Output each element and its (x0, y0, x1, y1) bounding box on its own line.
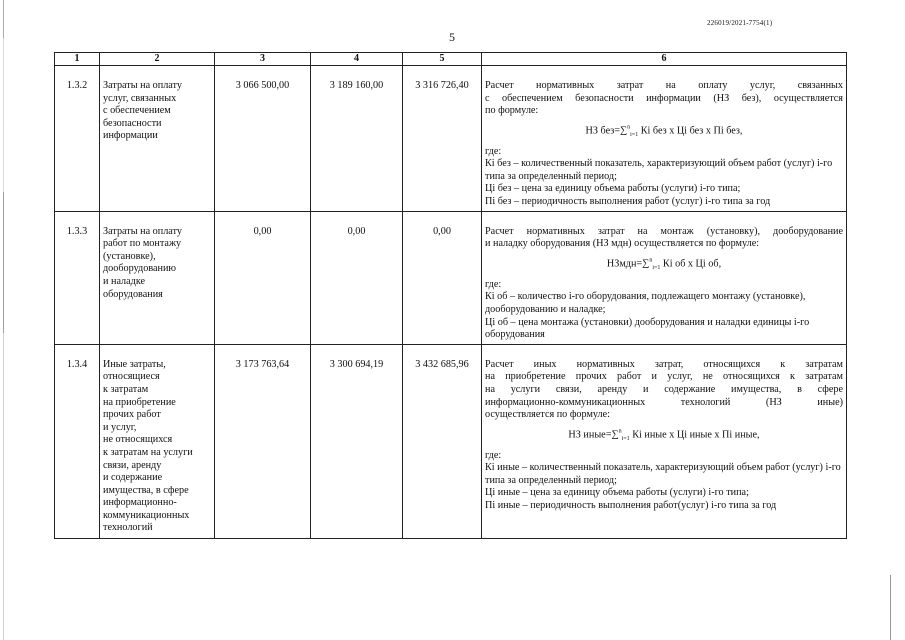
amount-cell (311, 211, 403, 344)
calculation-description (482, 344, 847, 538)
where-label: где: (485, 449, 502, 461)
formula-left: НЗ без= (585, 125, 620, 137)
amount-cell (311, 66, 403, 212)
page-number: 5 (449, 30, 455, 44)
item-code: 1.3.3 (66, 225, 88, 237)
item-name-line: к затратам на услуги (103, 446, 193, 458)
item-name-line: информационно- (103, 497, 177, 509)
column-header: 3 (215, 53, 311, 66)
amount-year-2: 0,00 (347, 225, 366, 237)
amount-year-1: 3 173 763,64 (235, 358, 290, 370)
item-name-line: безопасности (103, 117, 162, 129)
amount-year-3: 3 432 685,96 (415, 358, 469, 370)
sum-upper-limit: n (649, 257, 653, 264)
definition-line: Пi иные – периодичность выполнения работ(услуг) i-го типа за год (485, 500, 777, 512)
amount-year-1: 3 066 500,00 (235, 80, 290, 91)
item-name-line: оборудования (103, 288, 163, 300)
item-name-line: услуг, связанных (103, 92, 177, 104)
item-name-line: технологий (103, 522, 153, 534)
where-label: где: (485, 278, 502, 290)
item-name-line: Иные затраты, (103, 358, 166, 370)
item-name-line: с обеспечением (103, 105, 171, 117)
sum-sign: ∑ (620, 125, 628, 137)
item-name-line: не относящихся (103, 434, 173, 446)
sum-upper-limit: n (627, 124, 631, 131)
amount-year-2: 3 300 694,19 (329, 358, 384, 370)
item-name-line: работ по монтажу (103, 238, 182, 250)
amount-year-2: 3 189 160,00 (329, 80, 384, 91)
sum-lower-limit: i=1 (630, 132, 639, 139)
item-code: 1.3.2 (66, 80, 88, 91)
item-name-line: (установке), (103, 250, 156, 262)
column-header: 6 (482, 53, 847, 66)
sum-upper-limit: n (618, 428, 622, 435)
where-label: где: (485, 145, 502, 157)
sum-symbol (611, 428, 630, 443)
item-name-line: и наладке (103, 276, 146, 288)
cost-table (54, 52, 847, 539)
item-name-line: относящиеся (103, 371, 160, 383)
amount-cell (215, 66, 311, 212)
item-name-cell (100, 66, 215, 212)
amount-cell (311, 344, 403, 538)
description-line: на приобретение прочих работ и услуг, не относящихся к затратам (485, 371, 843, 383)
amount-year-3: 3 316 726,40 (415, 80, 469, 91)
description-line: с обеспечением безопасности информации (НЗ без), осуществляется (485, 92, 843, 104)
item-name-cell (100, 344, 215, 538)
amount-cell (215, 344, 311, 538)
item-name-line: информации (103, 130, 158, 142)
column-header: 1 (55, 53, 100, 66)
column-header: 4 (311, 53, 403, 66)
formula-left: НЗмдн= (606, 258, 643, 270)
formula-left: НЗ иные= (568, 429, 612, 441)
item-name-line: и содержание (103, 472, 163, 484)
description-line: Расчет иных нормативных затрат, относящихся к затратам (485, 358, 843, 370)
item-code-cell (55, 344, 100, 538)
description-line: осуществляется по формуле: (485, 409, 610, 421)
table-row (55, 66, 847, 212)
item-name-line: к затратам (103, 383, 149, 395)
item-name-line: имущества, в сфере (103, 484, 189, 496)
calculation-description (482, 66, 847, 212)
item-name-line: и услуг, (103, 421, 137, 433)
description-line: Расчет нормативных затрат на оплату услуг, связанных (485, 80, 843, 91)
definition-line: Цi иные – цена за единицу объема работы (услуги) i-го типа; (485, 487, 749, 499)
item-code-cell (55, 211, 100, 344)
item-name-line: прочих работ (103, 409, 161, 421)
table-row (55, 211, 847, 344)
sum-sign: ∑ (611, 429, 619, 441)
formula (485, 122, 843, 142)
definition-line: Кi иные – количественный показатель, характеризующий объем работ (услуг) i-го типа за определенный период; (485, 462, 841, 486)
formula (485, 426, 843, 446)
definition-line: Кi без – количественный показатель, характеризующий объем работ (услуг) i-го типа за определенный период; (485, 158, 833, 182)
item-name-line: коммуникационных (103, 509, 190, 521)
sum-lower-limit: i=1 (652, 265, 661, 272)
description-line: и наладку оборудования (НЗ мдн) осуществляется по формуле: (485, 238, 760, 250)
definition-line: Кi об – количество i-го оборудования, подлежащего монтажу (установке), дооборудованию и наладке; (485, 291, 806, 315)
definition-line: Цi без – цена за единицу объема работы (услуги) i-го типа; (485, 183, 741, 195)
definition-line: Пi без – периодичность выполнения работ (услуг) i-го типа за год (485, 196, 771, 208)
amount-year-1: 0,00 (253, 225, 272, 237)
item-name-line: на приобретение (103, 396, 176, 408)
formula-right: Кi без х Цi без х Пi без, (640, 125, 743, 137)
column-header: 5 (403, 53, 482, 66)
table-row (55, 344, 847, 538)
amount-cell (403, 211, 482, 344)
item-code: 1.3.4 (66, 358, 88, 370)
sum-symbol (620, 124, 639, 139)
item-name-line: дооборудованию (103, 263, 177, 275)
amount-cell (403, 66, 482, 212)
column-header: 2 (100, 53, 215, 66)
item-name-line: Затраты на оплату (103, 225, 182, 237)
formula (485, 255, 843, 275)
document-number: 226019/2021-7754(1) (707, 19, 773, 27)
table-header-row (55, 53, 847, 66)
scan-edge (3, 0, 4, 640)
description-line: Расчет нормативных затрат на монтаж (установку), дооборудование (485, 225, 843, 237)
amount-year-3: 0,00 (433, 225, 451, 237)
formula-right: Кi иные х Цi иные х Пi иные, (632, 429, 760, 441)
formula-right: Кi об х Цi об, (662, 258, 722, 270)
sum-sign: ∑ (642, 258, 650, 270)
item-name-line: связи, аренду (103, 459, 162, 471)
sum-symbol (642, 257, 661, 272)
item-name-cell (100, 211, 215, 344)
description-line: на услуги связи, аренду и содержание имущества, в сфере (485, 383, 843, 395)
scan-edge (890, 575, 891, 640)
description-line: информационно-коммуникационных технологий (НЗ иные) (485, 396, 843, 408)
item-name-line: Затраты на оплату (103, 80, 182, 91)
amount-cell (403, 344, 482, 538)
amount-cell (215, 211, 311, 344)
description-line: по формуле: (485, 105, 539, 117)
definition-line: Цi об – цена монтажа (установки) дооборудования и наладки единицы i-го оборудования (485, 316, 810, 341)
sum-lower-limit: i=1 (621, 436, 630, 443)
calculation-description (482, 211, 847, 344)
item-code-cell (55, 66, 100, 212)
